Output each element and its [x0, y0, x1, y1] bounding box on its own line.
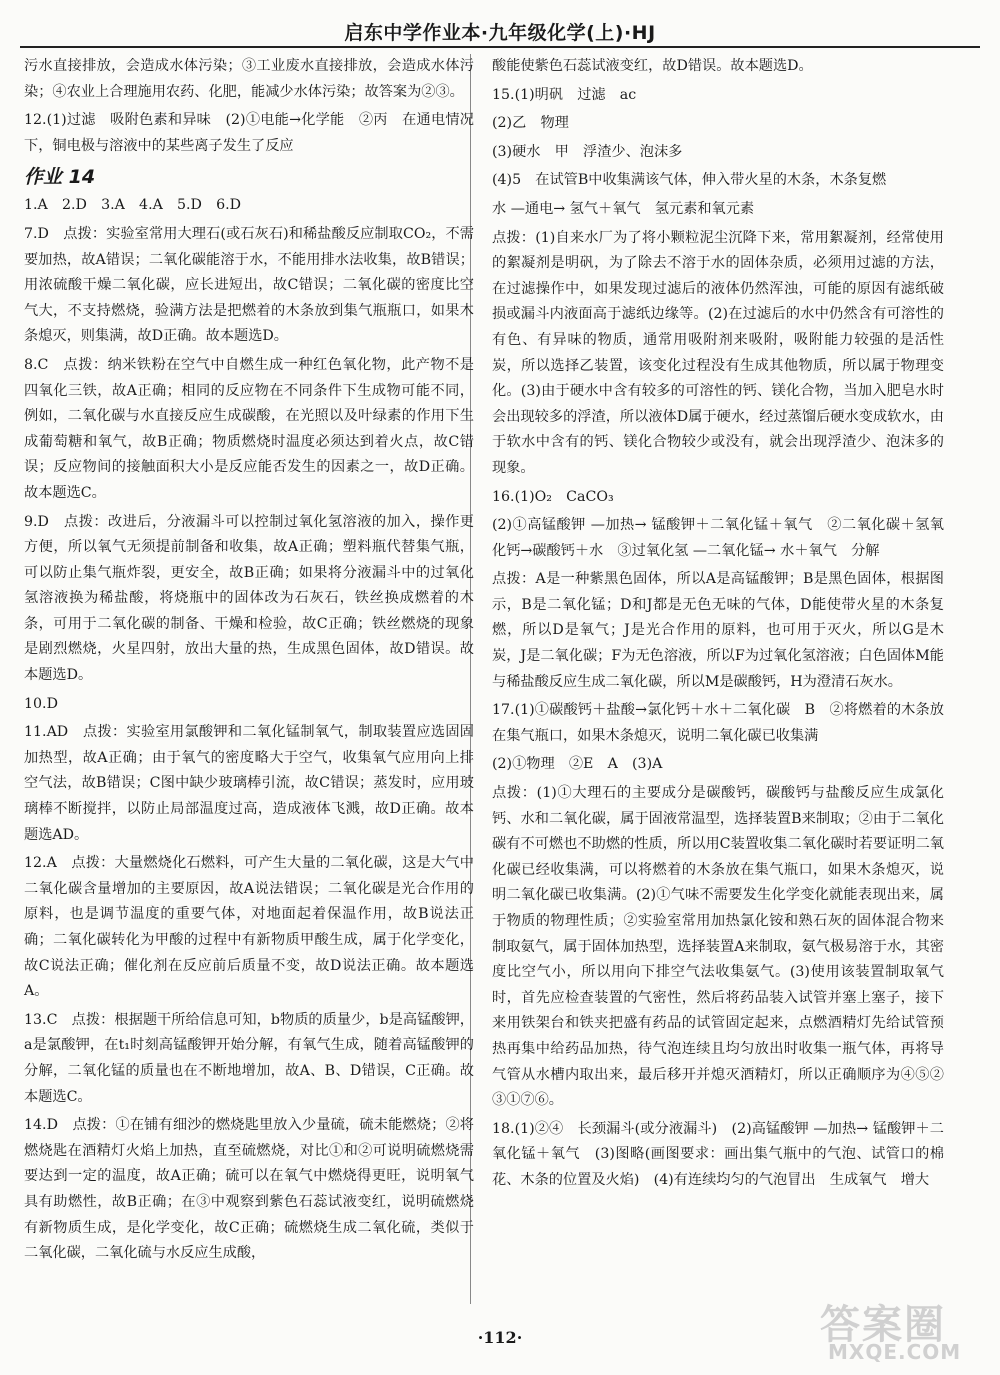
page-number: ·112·	[477, 1328, 523, 1347]
answer-paragraph: 16.(1)O₂ CaCO₃	[492, 488, 614, 505]
answer-paragraph: 点拨：A是一种紫黑色固体，所以A是高锰酸钾；B是黑色固体，根据图示，B是二氧化锰；D和J都是无色无味的气体，D能使带火星的木条复燃，所以D是氧气；J是光合作用的原料，也可用于灭火，所以G是木炭，J是二氧化碳；F为无色溶液，所以F为过氧化氢溶液；白色固体M能与稀盐酸反应生成二氧化碳，所以M是碳酸钙，H为澄清石灰水。	[492, 571, 944, 690]
answer-paragraph: 酸能使紫色石蕊试液变红，故D错误。故本题选D。	[492, 58, 813, 74]
section-heading: 作业 14	[24, 166, 96, 189]
page-header	[20, 18, 980, 48]
watermark-url: MXQE.COM	[828, 1340, 962, 1364]
answer-paragraph: 10.D	[24, 695, 58, 712]
right-column	[492, 54, 944, 1197]
answer-paragraph: 12.A 点拨：大量燃烧化石燃料，可产生大量的二氧化碳，这是大气中二氧化碳含量增加的主要原因，故A说法错误；二氧化碳是光合作用的原料，也是调节温度的重要气体，对地面起着保温作用，故B说法正确；二氧化碳转化为甲酸的过程中有新物质甲酸生成，属于化学变化，故C说法正确；催化剂在反应前后质量不变，故D说法正确。故本题选A。	[24, 855, 474, 1000]
answer-paragraph: 水 —通电→ 氢气＋氧气 氢元素和氧元素	[492, 200, 755, 217]
answer-paragraph: 12.(1)过滤 吸附色素和异味 (2)①电能→化学能 ②丙 在通电情况下，铜电极与溶液中的某些离子发生了反应	[24, 112, 474, 154]
answer-paragraph: 7.D 点拨：实验室常用大理石(或石灰石)和稀盐酸反应制取CO₂，不需要加热，故A错误；二氧化碳能溶于水，不能用排水法收集，故B错误；用浓硫酸干燥二氧化碳，应长进短出，故C错误；二氧化碳的密度比空气大，不支持燃烧，验满方法是把燃着的木条放到集气瓶瓶口，如果木条熄灭，则集满，故D正确。故本题选D。	[24, 225, 474, 345]
answer-paragraph: 污水直接排放，会造成水体污染；③工业废水直接排放，会造成水体污染；④农业上合理施用农药、化肥，能减少水体污染；故答案为②③。	[24, 58, 474, 100]
answer-paragraph: (2)乙 物理	[492, 115, 569, 132]
answer-paragraph: 点拨：(1)①大理石的主要成分是碳酸钙，碳酸钙与盐酸反应生成氯化钙、水和二氧化碳，属于固液常温型，选择装置B来制取；②由于二氧化碳有不可燃也不助燃的性质，所以用C装置收集二氧化碳时若要证明二氧化碳已经收集满，可以将燃着的木条放在集气瓶口，如果木条熄灭，说明二氧化碳已收集满。(2)①气味不需要发生化学变化就能表现出来，属于物质的物理性质；②实验室常用加热氯化铵和熟石灰的固体混合物来制取氨气，属于固体加热型，选择装置A来制取，氨气极易溶于水，其密度比空气小，所以用向下排空气法收集氨气。(3)使用该装置制取氧气时，首先应检查装置的气密性，然后将药品装入试管并塞上塞子，接下来用铁架台和铁夹把盛有药品的试管固定起来，点燃酒精灯先给试管预热再集中给药品加热，待气泡连续且均匀放出时收集一瓶气体，再将导气管从水槽内取出来，最后移开并熄灭酒精灯，所以正确顺序为④⑤②③①⑦⑥。	[492, 785, 944, 1109]
answer-paragraph: 13.C 点拨：根据题干所给信息可知，b物质的质量少，b是高锰酸钾，a是氯酸钾，在t₁时刻高锰酸钾开始分解，有氧气生成，随着高锰酸钾的分解，二氧化锰的质量也在不断地增加，故A、B、D错误，C正确。故本题选C。	[24, 1011, 474, 1105]
answer-paragraph: 1.A 2.D 3.A 4.A 5.D 6.D	[24, 197, 242, 214]
book-title: 启东中学作业本·九年级化学(上)·HJ	[344, 22, 656, 44]
answer-paragraph: 点拨：(1)自来水厂为了将小颗粒泥尘沉降下来，常用絮凝剂，经常使用的絮凝剂是明矾，为了除去不溶于水的固体杂质，必须用过滤的方法，在过滤操作中，如果发现过滤后的液体仍然浑浊，可能的原因有滤纸破损或漏斗内液面高于滤纸边缘等。(2)在过滤后的水中仍然含有可溶性的有色、有异味的物质，通常用吸附剂来吸附，吸附能力较强的是活性炭，所以选择乙装置，该变化过程没有生成其他物质，所以属于物理变化。(3)由于硬水中含有较多的可溶性的钙、镁化合物，当加入肥皂水时会出现较多的浮渣，所以液体D属于硬水，经过蒸馏后硬水变成软水，由于软水中含有的钙、镁化合物较少或没有，就会出现浮渣少、泡沫多的现象。	[492, 229, 944, 476]
header-rule	[20, 46, 980, 48]
answer-paragraph: 14.D 点拨：①在铺有细沙的燃烧匙里放入少量硫，硫未能燃烧；②将燃烧匙在酒精灯火焰上加热，直至硫燃烧，对比①和②可说明硫燃烧需要达到一定的温度，故A正确；硫可以在氧气中燃烧得更旺，说明氧气具有助燃性，故B正确；在③中观察到紫色石蕊试液变红，说明硫燃烧有新物质生成，是化学变化，故C正确；硫燃烧生成二氧化硫，类似于二氧化碳，二氧化硫与水反应生成酸，	[24, 1117, 474, 1262]
left-column	[24, 54, 474, 1270]
answer-paragraph: (2)①高锰酸钾 —加热→ 锰酸钾＋二氧化锰＋氧气 ②二氧化碳＋氢氧化钙→碳酸钙＋水 ③过氧化氢 —二氧化锰→ 水＋氧气 分解	[492, 517, 944, 559]
answer-paragraph: 15.(1)明矾 过滤 ac	[492, 86, 637, 103]
answer-paragraph: 11.AD 点拨：实验室用氯酸钾和二氧化锰制氧气，制取装置应选固固加热型，故A正确；由于氧气的密度略大于空气，收集氧气应用向上排空气法，故B错误；C图中缺少玻璃棒引流，故C错误；蒸发时，应用玻璃棒不断搅拌，以防止局部温度过高，造成液体飞溅，故D正确。故本题选AD。	[24, 724, 474, 843]
answer-paragraph: (4)5 在试管B中收集满该气体，伸入带火星的木条，木条复燃	[492, 172, 887, 189]
answer-paragraph: (3)硬水 甲 浮渣少、泡沫多	[492, 143, 683, 160]
answer-paragraph: 9.D 点拨：改进后，分液漏斗可以控制过氧化氢溶液的加入，操作更方便，所以氧气无须提前制备和收集，故A正确；塑料瓶代替集气瓶，可以防止集气瓶炸裂，更安全，故B正确；如果将分液漏斗中的过氧化氢溶液换为稀盐酸，将烧瓶中的固体改为石灰石，铁丝换成燃着的木条，可用于二氧化碳的制备、干燥和检验，故C正确；铁丝燃烧的现象是剧烈燃烧，火星四射，放出大量的热，生成黑色固体，故D错误。故本题选D。	[24, 513, 474, 684]
answer-paragraph: (2)①物理 ②E A (3)A	[492, 756, 663, 773]
answer-paragraph: 17.(1)①碳酸钙＋盐酸→氯化钙＋水＋二氧化碳 B ②将燃着的木条放在集气瓶口，如果木条熄灭，说明二氧化碳已收集满	[492, 702, 944, 744]
watermark-logo: 答案圈	[820, 1302, 946, 1348]
answer-paragraph: 8.C 点拨：纳米铁粉在空气中自燃生成一种红色氧化物，此产物不是四氧化三铁，故A正确；相同的反应物在不同条件下生成物可能不同，例如，二氧化碳与水直接反应生成碳酸，在光照以及叶绿素的作用下生成葡萄糖和氧气，故B正确；物质燃烧时温度必须达到着火点，故C错误；反应物间的接触面积大小是反应能否发生的因素之一，故D正确。故本题选C。	[24, 356, 474, 501]
answer-paragraph: 18.(1)②④ 长颈漏斗(或分液漏斗) (2)高锰酸钾 —加热→ 锰酸钾＋二氧化锰＋氧气 (3)图略(画图要求：画出集气瓶中的气泡、试管口的棉花、木条的位置及火焰) (4)有连续均匀的气泡冒出 生成氧气 增大	[492, 1120, 944, 1188]
